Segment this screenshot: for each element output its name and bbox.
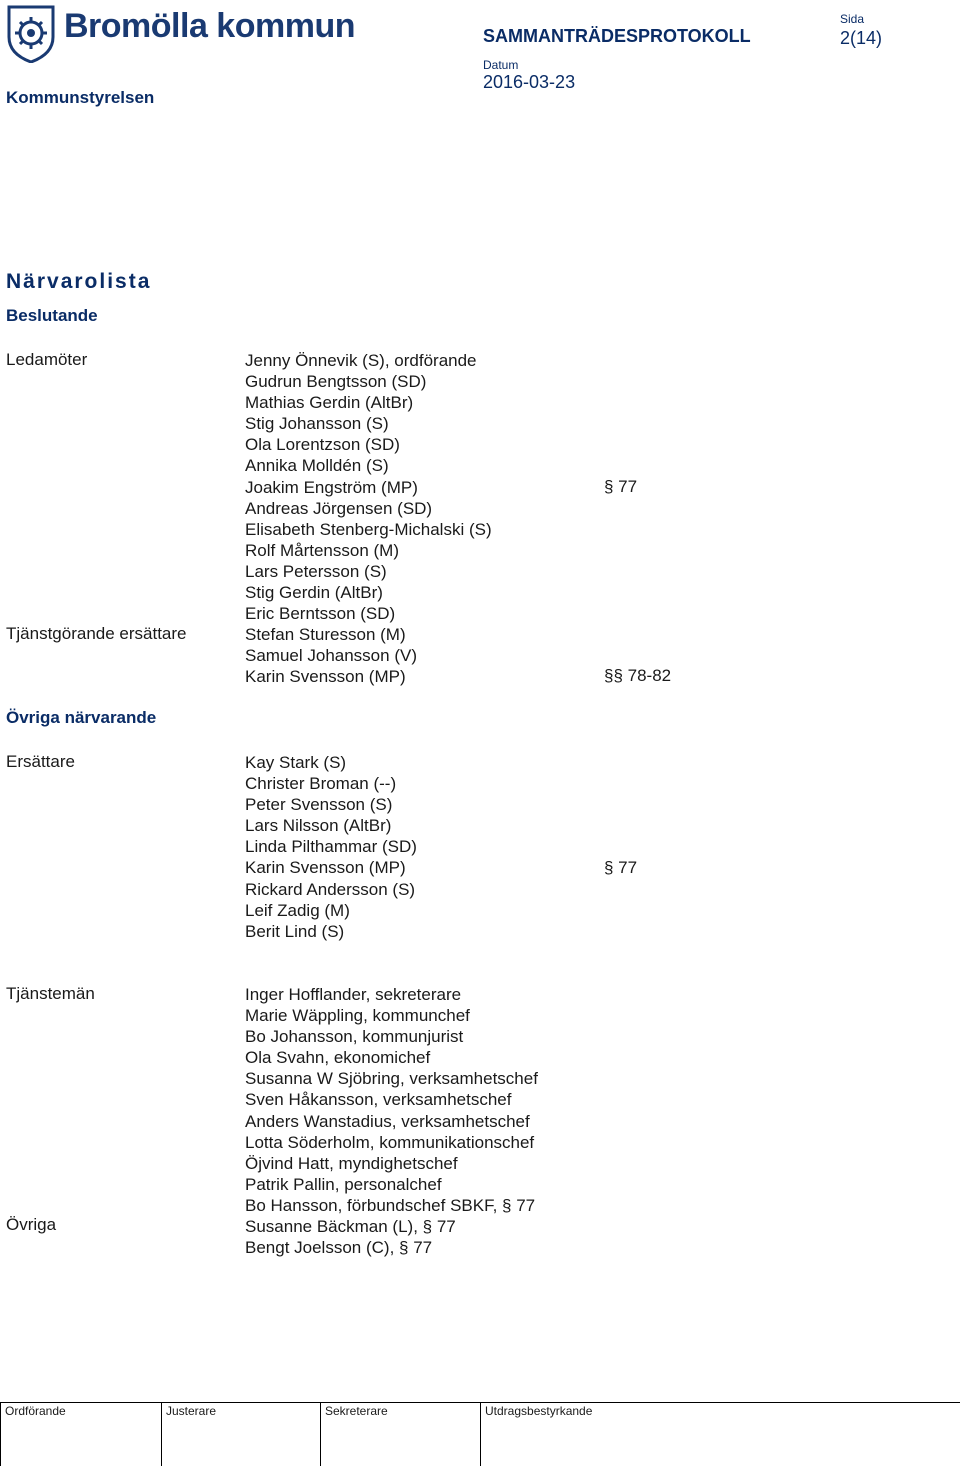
list-item: Stig Johansson (S)	[245, 414, 389, 434]
tjanstemen-list	[245, 984, 538, 1258]
list-item: Lotta Söderholm, kommunikationschef	[245, 1132, 535, 1152]
list-item: Samuel Johansson (V)	[245, 646, 417, 666]
list-item: Bo Johansson, kommunjurist	[245, 1027, 464, 1047]
page-number: 2(14)	[840, 28, 883, 48]
signature-label: Sekreterare	[325, 1404, 388, 1418]
list-item: Patrik Pallin, personalchef	[245, 1174, 442, 1194]
department-name: Kommunstyrelsen	[6, 88, 155, 107]
list-item: Lars Nilsson (AltBr)	[245, 816, 392, 836]
list-item: Inger Hofflander, sekreterare	[245, 985, 462, 1004]
section-ref: §§ 78-82	[604, 666, 672, 685]
list-item: Bo Hansson, förbundschef SBKF, § 77	[245, 1195, 536, 1215]
list-item: Andreas Jörgensen (SD)	[245, 498, 433, 518]
list-item: Leif Zadig (M)	[245, 900, 350, 920]
signature-label: Ordförande	[5, 1404, 66, 1418]
list-item: Bengt Joelsson (C), § 77	[245, 1238, 433, 1258]
signature-box-sekreterare	[320, 1402, 388, 1466]
list-item: Rickard Andersson (S)	[245, 879, 416, 899]
municipality-crest-icon	[6, 5, 56, 63]
attendance-heading: Närvarolista	[6, 270, 152, 293]
signature-box-ordforande	[0, 1402, 66, 1466]
list-item: Öjvind Hatt, myndighetschef	[245, 1153, 458, 1173]
tjanstgorande-label: Tjänstgörande ersättare	[6, 624, 187, 643]
list-item: Susanna W Sjöbring, verksamhetschef	[245, 1069, 538, 1089]
list-item: Stefan Sturesson (M)	[245, 625, 406, 645]
list-item: Elisabeth Stenberg-Michalski (S)	[245, 519, 492, 539]
members-list	[245, 350, 492, 688]
list-item: Stig Gerdin (AltBr)	[245, 583, 383, 603]
list-item: Karin Svensson (MP)	[245, 667, 406, 687]
list-item: Annika Molldén (S)	[245, 456, 389, 476]
ledamoter-label: Ledamöter	[6, 350, 88, 369]
list-item: Susanne Bäckman (L), § 77	[245, 1217, 456, 1237]
list-item: Ola Lorentzson (SD)	[245, 435, 400, 455]
list-item: Anders Wanstadius, verksamhetschef	[245, 1111, 530, 1131]
list-item: Kay Stark (S)	[245, 753, 347, 772]
list-item: Rolf Mårtensson (M)	[245, 540, 399, 560]
section-ref: § 77	[604, 858, 638, 877]
ovriga-label: Övriga	[6, 1215, 57, 1234]
signature-label: Utdragsbestyrkande	[485, 1404, 593, 1418]
list-item: Ola Svahn, ekonomichef	[245, 1048, 431, 1068]
list-item: Peter Svensson (S)	[245, 795, 393, 815]
list-item: Gudrun Bengtsson (SD)	[245, 372, 427, 392]
list-item: Eric Berntsson (SD)	[245, 604, 396, 624]
list-item: Joakim Engström (MP)	[245, 477, 418, 497]
date-value: 2016-03-23	[483, 72, 576, 92]
page-label: Sida	[840, 12, 865, 26]
date-label: Datum	[483, 58, 519, 72]
document-title: SAMMANTRÄDESPROTOKOLL	[483, 26, 751, 46]
list-item: Lars Petersson (S)	[245, 561, 387, 581]
signature-box-utdrag	[480, 1402, 593, 1466]
list-item: Marie Wäppling, kommunchef	[245, 1006, 470, 1026]
signature-box-justerare	[161, 1402, 217, 1466]
ersattare-list	[245, 752, 417, 942]
list-item: Karin Svensson (MP)	[245, 858, 406, 878]
beslutande-heading: Beslutande	[6, 306, 98, 325]
list-item: Jenny Önnevik (S), ordförande	[245, 351, 477, 370]
ovriga-heading: Övriga närvarande	[6, 708, 157, 727]
ersattare-label: Ersättare	[6, 752, 75, 771]
signature-label: Justerare	[166, 1404, 217, 1418]
list-item: Linda Pilthammar (SD)	[245, 837, 417, 857]
list-item: Christer Broman (--)	[245, 774, 397, 794]
signature-footer	[0, 1402, 960, 1466]
municipality-logo	[6, 5, 355, 65]
list-item: Sven Håkansson, verksamhetschef	[245, 1090, 512, 1110]
tjanstemen-label: Tjänstemän	[6, 984, 95, 1003]
list-item: Mathias Gerdin (AltBr)	[245, 393, 414, 413]
list-item: Berit Lind (S)	[245, 921, 345, 941]
org-name: Bromölla kommun	[64, 7, 355, 45]
section-ref: § 77	[604, 477, 638, 496]
